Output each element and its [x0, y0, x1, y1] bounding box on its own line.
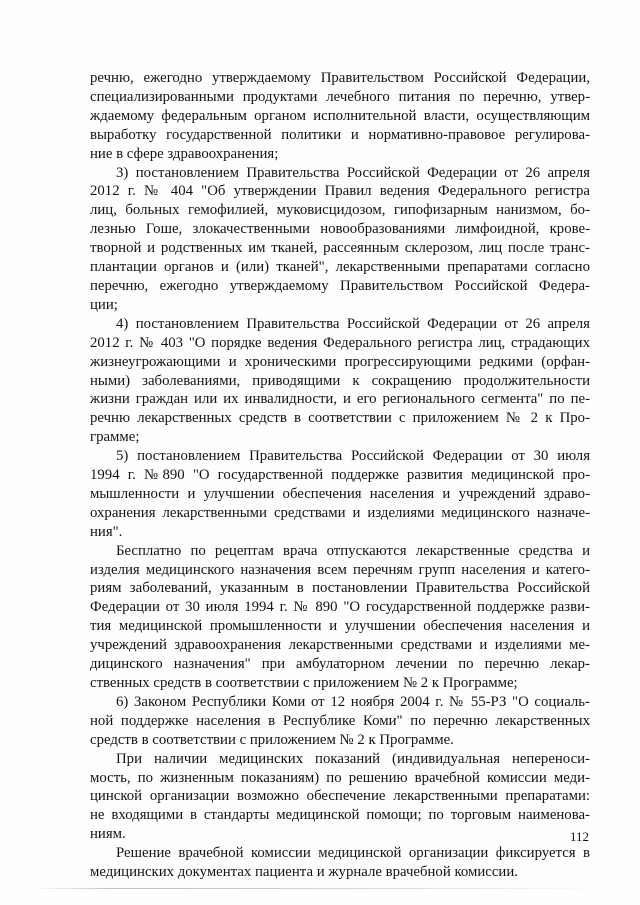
- text-line: 2012 г. № 404 "Об утверждении Правил ведения Федерального регистра: [90, 183, 590, 200]
- text-line: не входящими в стандарты медицинской помощи; по торговым наименова-: [90, 807, 590, 824]
- text-line: 6) Законом Республики Коми от 12 ноября 2004 г. № 55-РЗ "О социаль-: [116, 693, 590, 710]
- text-line: 5) постановлением Правительства Российской Федерации от 30 июля: [116, 448, 590, 465]
- body-text: [90, 69, 590, 882]
- page-number: 112: [569, 829, 589, 844]
- text-line: ции;: [90, 296, 118, 313]
- text-line: 4) постановлением Правительства Российской Федерации от 26 апреля: [116, 315, 590, 332]
- text-line: ждаемому федеральным органом исполнительной власти, осуществляющим: [90, 107, 590, 124]
- text-line: цинской организации возможно обеспечение лекарственными препаратами:: [90, 788, 590, 805]
- text-line: Бесплатно по рецептам врача отпускаются лекарственные средства и: [116, 542, 590, 559]
- text-line: специализированными продуктами лечебного питания по перечню, утвер-: [90, 88, 590, 105]
- text-line: тия медицинской промышленности и улучшении обеспечения населения и: [90, 618, 590, 635]
- text-line: речню, ежегодно утверждаемому Правительством Российской Федерации,: [90, 70, 590, 86]
- text-line: изделия медицинского назначения всем перечням групп населения и катего-: [90, 561, 590, 578]
- text-line: лиц, больных гемофилией, муковисцидозом, гипофизарным нанизмом, бо-: [90, 202, 590, 219]
- text-line: средств в соответствии с приложением № 2 к Программе.: [90, 731, 454, 748]
- text-line: перечню, ежегодно утверждаемому Правительством Российской Федера-: [90, 277, 590, 294]
- text-line: ными) заболеваниями, приводящими к сокращению продолжительности: [90, 372, 590, 389]
- text-line: жизни граждан или их инвалидности, и его регионального сегмента" по пе-: [90, 391, 590, 408]
- text-line: плантации органов и (или) тканей", лекарственными препаратами согласно: [90, 259, 590, 276]
- text-line: 1994 г. №890 "О государственной поддержке развития медицинской про-: [90, 467, 590, 484]
- text-line: 2012 г. № 403 "О порядке ведения Федерального регистра лиц, страдающих: [90, 334, 590, 351]
- text-line: 3) постановлением Правительства Российской Федерации от 26 апреля: [116, 164, 590, 181]
- text-line: Федерации от 30 июля 1994 г. № 890 "О государственной поддержке разви-: [90, 599, 590, 616]
- text-line: ной поддержке населения в Республике Коми" по перечню лекарственных: [90, 712, 590, 729]
- text-line: ния".: [90, 523, 123, 540]
- text-line: мость, по жизненным показаниям) по решению врачебной комиссии меди-: [90, 769, 590, 786]
- text-line: ние в сфере здравоохранения;: [90, 145, 279, 162]
- text-line: охранения лекарственными средствами и изделиями медицинского назначе-: [90, 504, 590, 521]
- text-line: речню лекарственных средств в соответствии с приложением № 2 к Про-: [90, 410, 590, 427]
- text-line: учреждений здравоохранения лекарственными средствами и изделиями ме-: [90, 637, 590, 654]
- text-line: медицинских документах пациента и журнале врачебной комиссии.: [90, 864, 518, 881]
- text-line: выработку государственной политики и нормативно-правовое регулирова-: [90, 126, 590, 143]
- text-line: риям заболеваний, указанным в постановлении Правительства Российской: [90, 580, 590, 597]
- text-line: жизнеугрожающими и хроническими прогрессирующими редкими (орфан-: [90, 353, 590, 370]
- text-line: Решение врачебной комиссии медицинской организации фиксируется в: [116, 845, 590, 862]
- text-line: творной и родственных им тканей, рассеянным склерозом, лиц после транс-: [90, 240, 590, 257]
- text-line: мышленности и улучшении обеспечения населения и учреждений здраво-: [90, 485, 590, 502]
- text-line: лезнью Гоше, злокачественными новообразованиями лимфоидной, крове-: [90, 221, 590, 238]
- text-line: дицинского назначения" при амбулаторном лечении по перечню лекар-: [90, 656, 590, 673]
- text-line: ниям.: [90, 826, 126, 843]
- scan-edge-divider: [30, 888, 610, 889]
- text-line: грамме;: [90, 429, 140, 446]
- text-line: При наличии медицинских показаний (индивидуальная непереноси-: [116, 750, 590, 767]
- text-line: ственных средств в соответствии с приложением № 2 к Программе;: [90, 675, 518, 691]
